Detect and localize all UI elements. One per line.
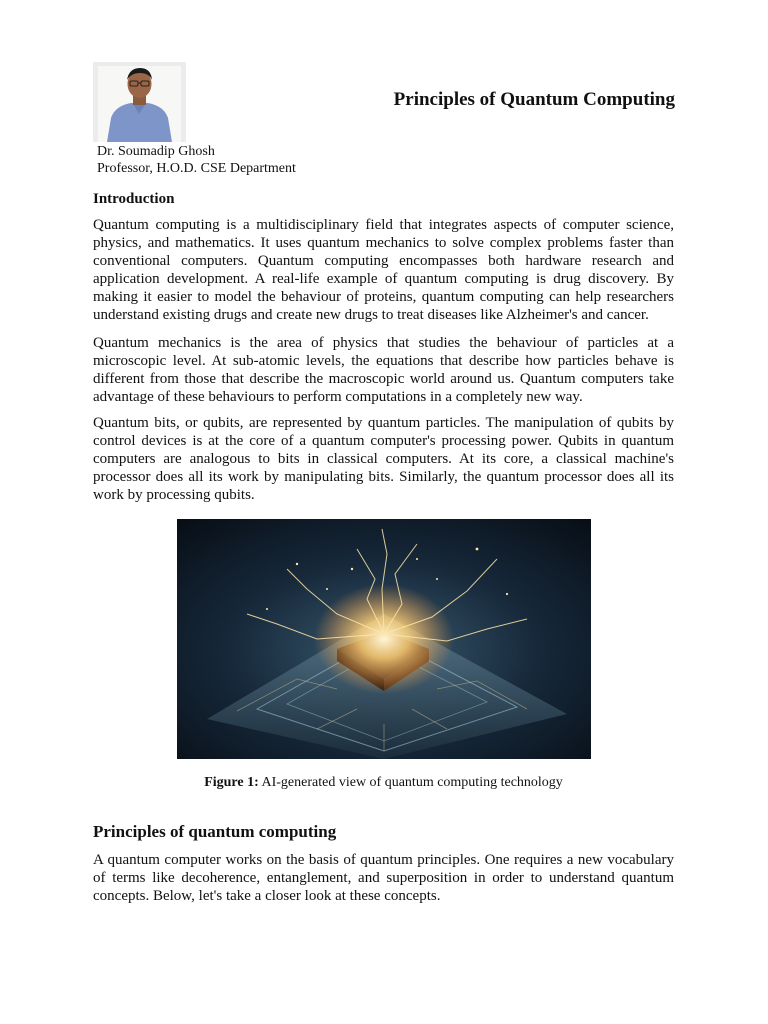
quantum-chip-icon <box>177 519 591 759</box>
introduction-paragraph-2: Quantum mechanics is the area of physics that studies the behaviour of particles at a microscopic level. At sub-atomic levels, the equations that describe how particles behave is different from those that describe the macroscopic world around us. Quantum computers take advantage of these behaviours to perform computations in a completely new way. <box>93 335 674 406</box>
author-block <box>97 143 296 177</box>
figure-caption-text: AI-generated view of quantum computing technology <box>258 775 563 790</box>
figure-caption-label: Figure 1: <box>204 775 259 790</box>
author-name: Dr. Soumadip Ghosh <box>97 144 215 159</box>
figure-image <box>177 519 591 759</box>
introduction-heading: Introduction <box>93 191 175 207</box>
author-portrait-icon <box>93 62 186 142</box>
introduction-paragraph-1: Quantum computing is a multidisciplinary field that integrates aspects of computer science, physics, and mathematics. It uses quantum mechanics to solve complex problems faster than conventional computers. Quantum computing encompasses both hardware research and application development. A real-life example of quantum computing is drug discovery. By making it easier to model the behaviour of proteins, quantum computing can help researchers understand existing drugs and create new drugs to treat diseases like Alzheimer's and cancer. <box>93 217 674 324</box>
principles-paragraph: A quantum computer works on the basis of quantum principles. One requires a new vocabulary of terms like decoherence, entanglement, and superposition in order to understand quantum concepts. Below, let's take a closer look at these concepts. <box>93 852 674 905</box>
author-photo <box>93 62 186 142</box>
document-title: Principles of Quantum Computing <box>393 89 675 110</box>
author-role: Professor, H.O.D. CSE Department <box>97 161 296 176</box>
figure-caption <box>93 774 674 791</box>
principles-heading: Principles of quantum computing <box>93 822 337 841</box>
introduction-paragraph-3: Quantum bits, or qubits, are represented by quantum particles. The manipulation of qubits by control devices is at the core of a quantum computer's processing power. Qubits in quantum computers are analogous to bits in classical computers. At its core, a classical machine's processor does all its work by manipulating bits. Similarly, the quantum processor does all its work by processing qubits. <box>93 415 674 504</box>
